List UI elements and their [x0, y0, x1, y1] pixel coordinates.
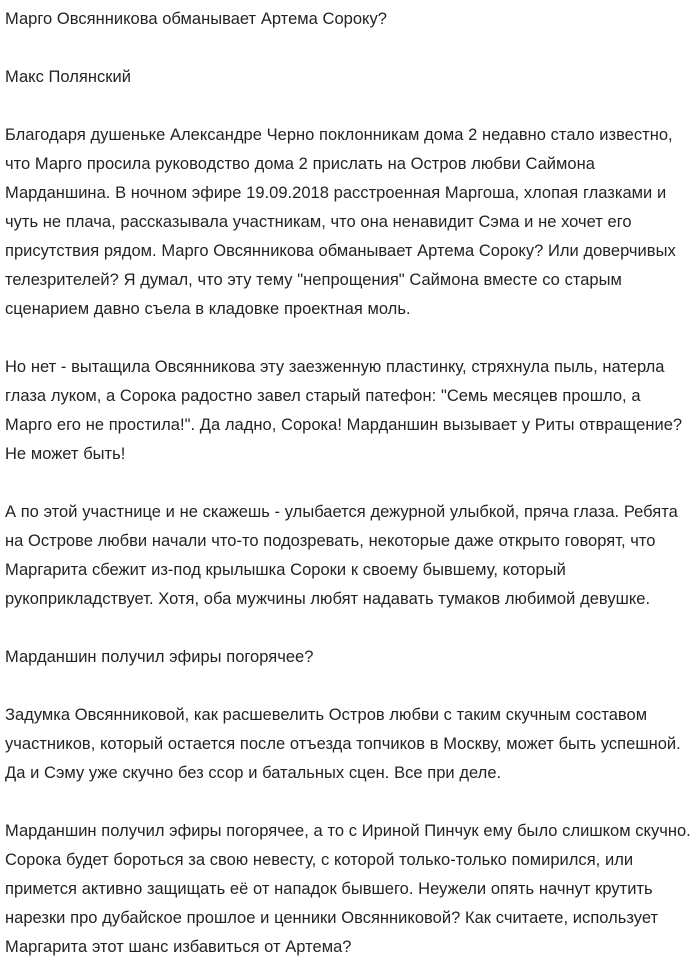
article-paragraph: Задумка Овсянниковой, как расшевелить Остров любви с таким скучным составом участников, который остается после отъезда топчиков в Москву, может быть успешной. Да и Сэму уже скучно без ссор и батальных сцен. Все при деле. — [5, 706, 681, 782]
article-paragraph: Благодаря душеньке Александре Черно поклонникам дома 2 недавно стало известно, что Марго просила руководство дома 2 прислать на Остров любви Саймона Марданшина. В ночном эфире 19.09.2018 расстроенная Маргоша, хлопая глазками и чуть не плача, рассказывала участникам, что она ненавидит Сэма и не хочет его присутствия рядом. Марго Овсянникова обманывает Артема Сороку? Или доверчивых телезрителей? Я думал, что эту тему "непрощения" Саймона вместе со старым сценарием давно съела в кладовке проектная моль. — [5, 126, 676, 318]
article-title: Марго Овсянникова обманывает Артема Сороку? — [5, 10, 387, 28]
article-paragraph: Марданшин получил эфиры погорячее, а то с Ириной Пинчук ему было слишком скучно. Сорока будет бороться за свою невесту, с которой только-только помирился, или примется активно защищать её от нападок бывшего. Неужели опять начнут крутить нарезки про дубайское прошлое и ценники Овсянниковой? Как считаете, использует Маргарита этот шанс избавиться от Артема? — [5, 822, 691, 956]
article-paragraph: Но нет - вытащила Овсянникова эту заезженную пластинку, стряхнула пыль, натерла глаза луком, а Сорока радостно завел старый патефон: "Семь месяцев прошло, а Марго его не простила!". Да ладно, Сорока! Марданшин вызывает у Риты отвращение? Не может быть! — [5, 358, 683, 463]
article-author: Макс Полянский — [5, 68, 131, 86]
article-paragraph: А по этой участнице и не скажешь - улыбается дежурной улыбкой, пряча глаза. Ребята на Острове любви начали что-то подозревать, некоторые даже открыто говорят, что Маргарита сбежит из-под крылышка Сороки к своему бывшему, который рукоприкладствует. Хотя, оба мужчины любят надавать тумаков любимой девушке. — [5, 503, 678, 608]
article-subheading: Марданшин получил эфиры погорячее? — [5, 648, 314, 666]
